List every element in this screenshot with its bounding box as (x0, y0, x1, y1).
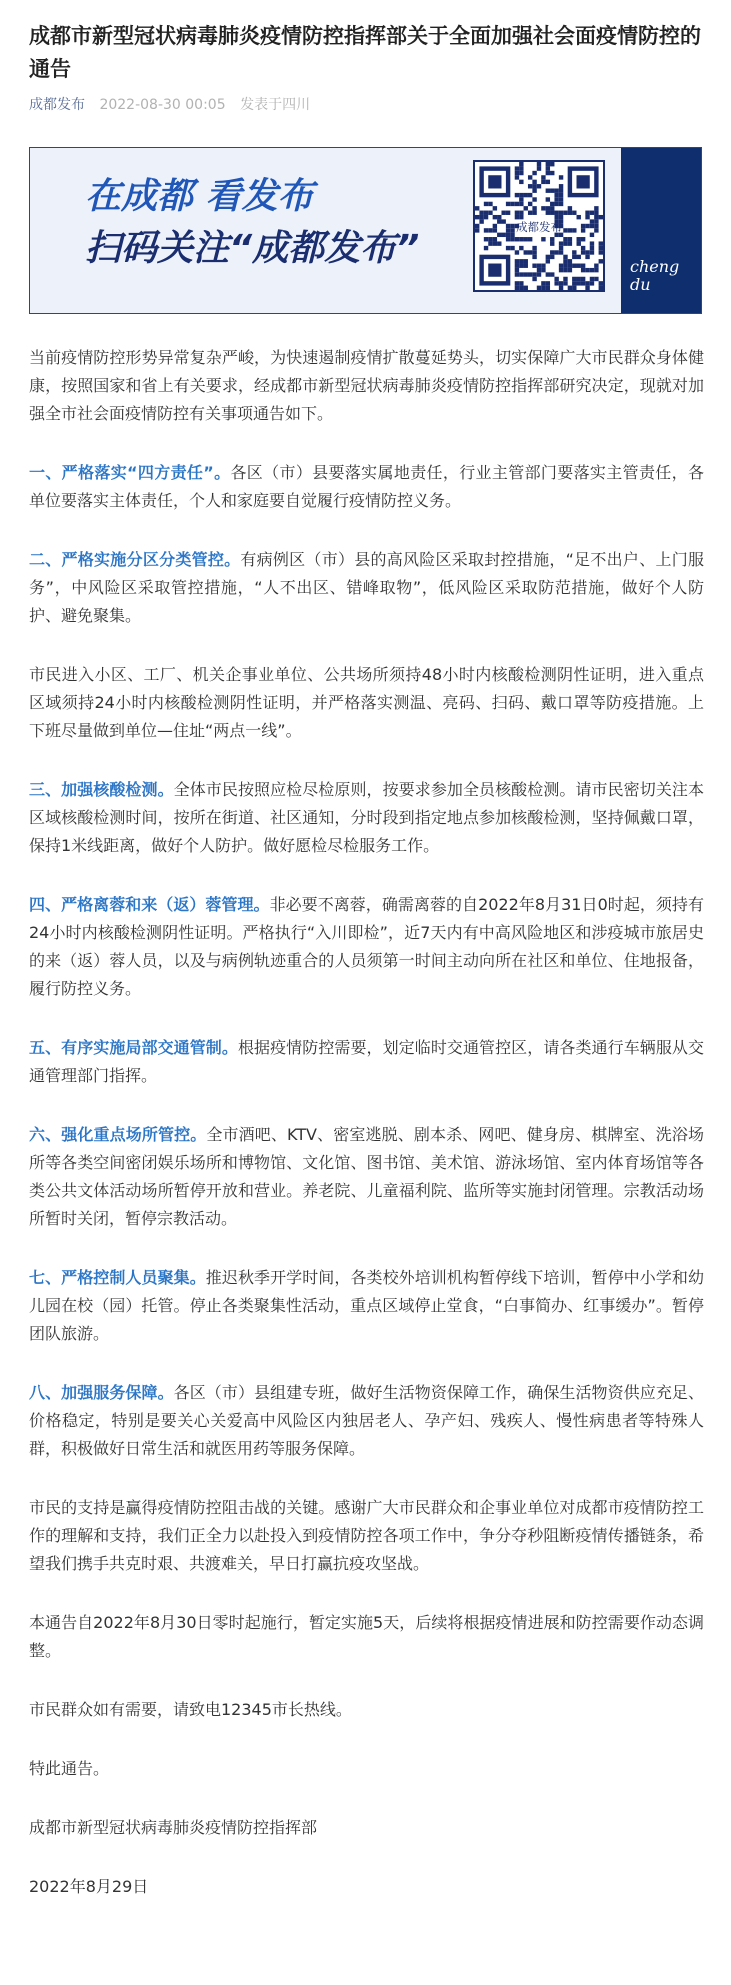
qr-label: 成都发布 (516, 219, 562, 234)
follow-banner (29, 147, 702, 314)
paragraph-text: 全体市民按照应检尽检原则，按要求参加全员核酸检测。请市民密切关注本区域核酸检测时间，按所在街道、社区通知，分时段到指定地点参加核酸检测，坚持佩戴口罩，保持1米线距离，做好个人防护。做好愿检尽检服务工作。 (29, 780, 704, 855)
body-paragraph (29, 1696, 704, 1724)
body-paragraph (29, 1755, 704, 1783)
section-heading: 七、严格控制人员聚集。 (29, 1268, 206, 1287)
paragraph-text: 有病例区（市）县的高风险区采取封控措施，“足不出户、上门服务”，中风险区采取管控措施，“人不出区、错峰取物”，低风险区采取防范措施，做好个人防护、避免聚集。 (29, 550, 704, 625)
article-title: 成都市新型冠状病毒肺炎疫情防控指挥部关于全面加强社会面疫情防控的通告 (29, 24, 701, 81)
body-paragraph (29, 1264, 704, 1348)
paragraph-text: 市民进入小区、工厂、机关企事业单位、公共场所须持48小时内核酸检测阴性证明，进入重点区域须持24小时内核酸检测阴性证明，并严格落实测温、亮码、扫码、戴口罩等防疫措施。上下班尽量做到单位—住址“两点一线”。 (29, 665, 704, 740)
section-heading: 八、加强服务保障。 (29, 1383, 174, 1402)
body-paragraph (29, 661, 704, 745)
publish-location: 发表于四川 (240, 97, 311, 113)
body-paragraph (29, 1379, 704, 1463)
body-paragraph (29, 546, 704, 630)
paragraph-text: 根据疫情防控需要，划定临时交通管控区，请各类通行车辆服从交通管理部门指挥。 (29, 1038, 704, 1085)
body-paragraph (29, 1494, 704, 1578)
section-heading: 二、严格实施分区分类管控。 (29, 550, 241, 569)
section-heading: 三、加强核酸检测。 (29, 780, 174, 799)
signature-org: 成都市新型冠状病毒肺炎疫情防控指挥部 (29, 1818, 318, 1837)
paragraph-text: 本通告自2022年8月30日零时起施行，暂定实施5天，后续将根据疫情进展和防控需要作动态调整。 (29, 1613, 704, 1660)
paragraph-text: 市民群众如有需要，请致电12345市长热线。 (29, 1700, 352, 1719)
body-paragraph (29, 891, 704, 1003)
paragraph-text: 推迟秋季开学时间，各类校外培训机构暂停线下培训，暂停中小学和幼儿园在校（园）托管。停止各类聚集性活动，重点区域停止堂食，“白事简办、红事缓办”。暂停团队旅游。 (29, 1268, 704, 1343)
body-paragraph (29, 1121, 704, 1233)
account-link[interactable]: 成都发布 (29, 97, 85, 113)
article-meta (29, 95, 310, 115)
body-paragraph (29, 1609, 704, 1665)
body-paragraph (29, 344, 704, 428)
section-heading: 四、严格离蓉和来（返）蓉管理。 (29, 895, 270, 914)
paragraph-text: 非必要不离蓉，确需离蓉的自2022年8月31日0时起，须持有24小时内核酸检测阴性证明。严格执行“入川即检”，近7天内有中高风险地区和涉疫城市旅居史的来（返）蓉人员，以及与病例轨迹重合的人员须第一时间主动向所在社区和单位、住地报备，履行防控义务。 (29, 895, 704, 998)
paragraph-text: 各区（市）县组建专班，做好生活物资保障工作，确保生活物资供应充足、价格稳定，特别是要关心关爱高中风险区内独居老人、孕产妇、残疾人、慢性病患者等特殊人群，积极做好日常生活和就医用药等服务保障。 (29, 1383, 704, 1458)
paragraph-text: 市民的支持是赢得疫情防控阻击战的关键。感谢广大市民群众和企事业单位对成都市疫情防控工作的理解和支持，我们正全力以赴投入到疫情防控各项工作中，争分夺秒阻断疫情传播链条，希望我们携手共克时艰、共渡难关，早日打赢抗疫攻坚战。 (29, 1498, 704, 1573)
paragraph-text: 各区（市）县要落实属地责任，行业主管部门要落实主管责任，各单位要落实主体责任，个人和家庭要自觉履行疫情防控义务。 (29, 463, 704, 510)
body-paragraph (29, 1034, 704, 1090)
section-heading: 五、有序实施局部交通管制。 (29, 1038, 238, 1057)
chengdu-logo-icon: cheng du (630, 257, 680, 294)
banner-slogan: 在成都 看发布 (85, 176, 314, 217)
qr-code-icon[interactable] (473, 160, 605, 292)
body-paragraph (29, 776, 704, 860)
article-body (29, 344, 704, 1932)
signature-date: 2022年8月29日 (29, 1877, 149, 1896)
banner-follow-text: 扫码关注“成都发布” (85, 228, 420, 269)
body-paragraph (29, 459, 704, 515)
paragraph-text: 特此通告。 (29, 1759, 110, 1778)
section-heading: 一、严格落实“四方责任”。 (29, 463, 231, 482)
paragraph-text: 当前疫情防控形势异常复杂严峻，为快速遏制疫情扩散蔓延势头，切实保障广大市民群众身体健康，按照国家和省上有关要求，经成都市新型冠状病毒肺炎疫情防控指挥部研究决定，现就对加强全市社会面疫情防控有关事项通告如下。 (29, 348, 704, 423)
section-heading: 六、强化重点场所管控。 (29, 1125, 207, 1144)
paragraph-text: 全市酒吧、KTV、密室逃脱、剧本杀、网吧、健身房、棋牌室、洗浴场所等各类空间密闭娱乐场所和博物馆、文化馆、图书馆、美术馆、游泳场馆、室内体育场馆等各类公共文体活动场所暂停开放和营业。养老院、儿童福利院、监所等实施封闭管理。宗教活动场所暂时关闭，暂停宗教活动。 (29, 1125, 704, 1228)
publish-datetime: 2022-08-30 00:05 (99, 97, 226, 113)
